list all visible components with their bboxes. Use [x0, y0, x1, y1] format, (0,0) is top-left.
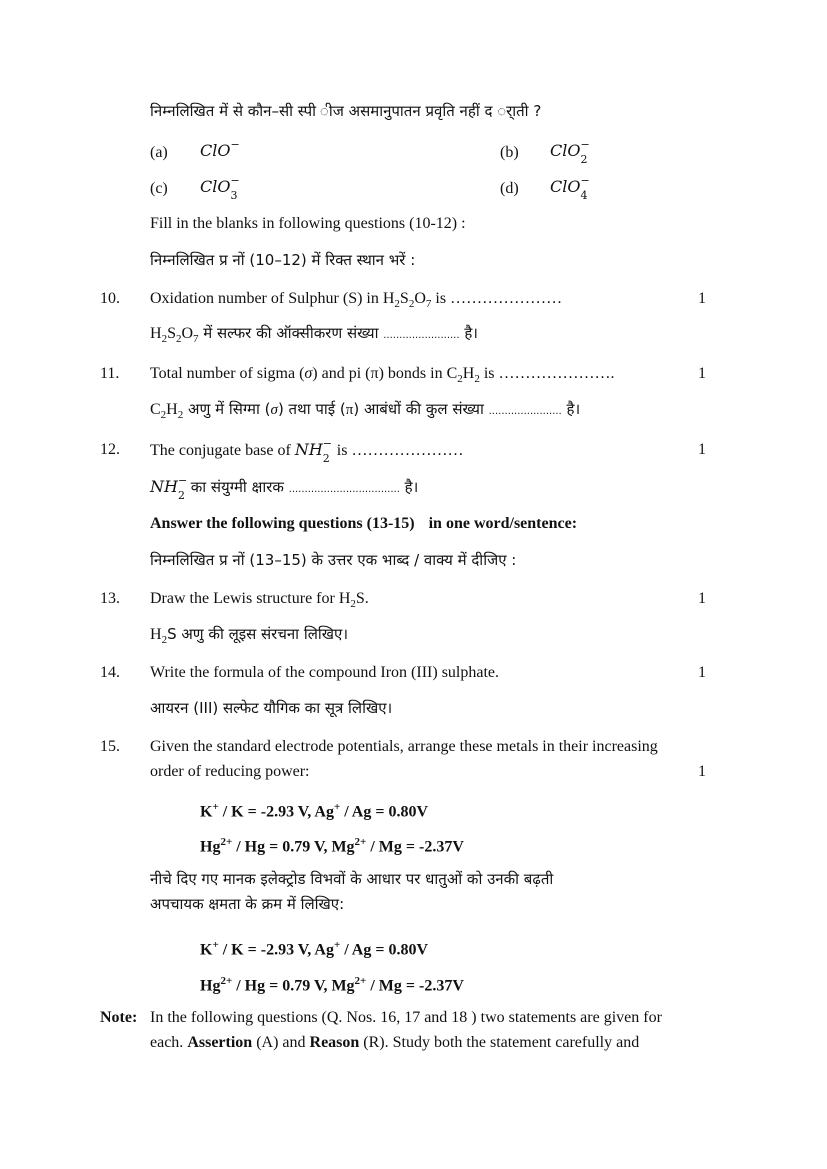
q9-option-d: ClO − 4: [550, 174, 590, 202]
q9-option-c-label: (c): [150, 180, 168, 197]
q11-number: 11.: [100, 365, 120, 382]
fill-section-english: Fill in the blanks in following questions (10-12) :: [150, 215, 466, 232]
q11-english: Total number of sigma (σ) and pi (π) bonds in $C_2H_2$ is ………………….: [150, 365, 615, 386]
answer-section-hindi: निम्नलिखित प्र नों (13–15) के उत्तर एक भाब्द / वाक्य में दीजिए :: [150, 551, 517, 569]
note-label: Note:: [100, 1009, 138, 1026]
q15-hindi-line1: नीचे दिए गए मानक इलेक्ट्रोड विभवों के आधार पर धातुओं को उनकी बढ़ती: [150, 870, 554, 888]
q15-line1: Given the standard electrode potentials, arrange these metals in their increasing: [150, 738, 658, 755]
q15-equation-1-repeat: K+ / K = -2.93 V, Ag+ / Ag = 0.80V: [200, 939, 429, 959]
q15-number: 15.: [100, 738, 120, 755]
answer-section-english: Answer the following questions (13-15) in one word/sentence:: [150, 515, 578, 532]
q15-marks: 1: [698, 763, 706, 780]
q14-english: Write the formula of the compound Iron (III) sulphate.: [150, 664, 500, 681]
q15-hindi-line2: अपचायक क्षमता के क्रम में लिखिए:: [150, 895, 345, 913]
note-line2: each. Assertion (A) and Reason (R). Study both the statement carefully and: [150, 1034, 640, 1051]
q14-number: 14.: [100, 664, 120, 681]
q10-marks: 1: [698, 290, 706, 307]
q15-equation-2: $Hg^{2+} / Hg = 0.79$ V, $Mg^{2+} / Mg = -2.37V$: [200, 836, 464, 856]
q10-hindi: $H_2S_2O_7$ में सल्फर की ऑक्सीकरण संख्या ........................ है।: [150, 324, 478, 346]
q9-option-c: ClO − 3: [200, 174, 240, 202]
q15-line2: order of reducing power:: [150, 763, 310, 780]
q9-option-b-label: (b): [500, 144, 519, 161]
q10-english: Oxidation number of Sulphur (S) in $H_2S_2O_7$ is …………………: [150, 290, 563, 311]
q9-option-d-label: (d): [500, 180, 519, 197]
q12-english: The conjugate base of NH − 2 is …………………: [150, 437, 464, 465]
fill-section-hindi: निम्नलिखित प्र नों (10–12) में रिक्त स्थान भरें :: [150, 251, 416, 269]
q13-english: Draw the Lewis structure for $H_2S$.: [150, 590, 369, 611]
q14-marks: 1: [698, 664, 706, 681]
q11-hindi: $C_2H_2$ अणु में सिग्मा (σ) तथा पाई (π) आबंधों की कुल संख्या ....................... है।: [150, 400, 581, 422]
q12-number: 12.: [100, 441, 120, 458]
q14-hindi: आयरन (III) सल्फेट यौगिक का सूत्र लिखिए।: [150, 699, 393, 717]
q13-hindi: $H_2S$ अणु की लूइस संरचना लिखिए।: [150, 625, 349, 647]
q12-marks: 1: [698, 441, 706, 458]
q11-marks: 1: [698, 365, 706, 382]
q15-equation-2-repeat: $Hg^{2+} / Hg = 0.79$ V, $Mg^{2+} / Mg = -2.37V$: [200, 975, 464, 995]
q9-option-b: ClO − 2: [550, 138, 590, 166]
q13-marks: 1: [698, 590, 706, 607]
q15-equation-1: K+ / K = -2.93 V, Ag+ / Ag = 0.80V: [200, 801, 429, 821]
q13-number: 13.: [100, 590, 120, 607]
q9-option-a: ClO −: [200, 138, 240, 160]
note-line1: In the following questions (Q. Nos. 16, 17 and 18 ) two statements are given for: [150, 1009, 662, 1026]
q9-option-a-label: (a): [150, 144, 168, 161]
q9-hindi-text: निम्नलिखित में से कौन–सी स्पी ीज असमानुपातन प्रवृति नहीं द र्ाती ?: [150, 102, 542, 120]
q12-hindi: NH − 2 का संयुग्मी क्षारक ................................... है।: [150, 474, 419, 502]
q10-number: 10.: [100, 290, 120, 307]
